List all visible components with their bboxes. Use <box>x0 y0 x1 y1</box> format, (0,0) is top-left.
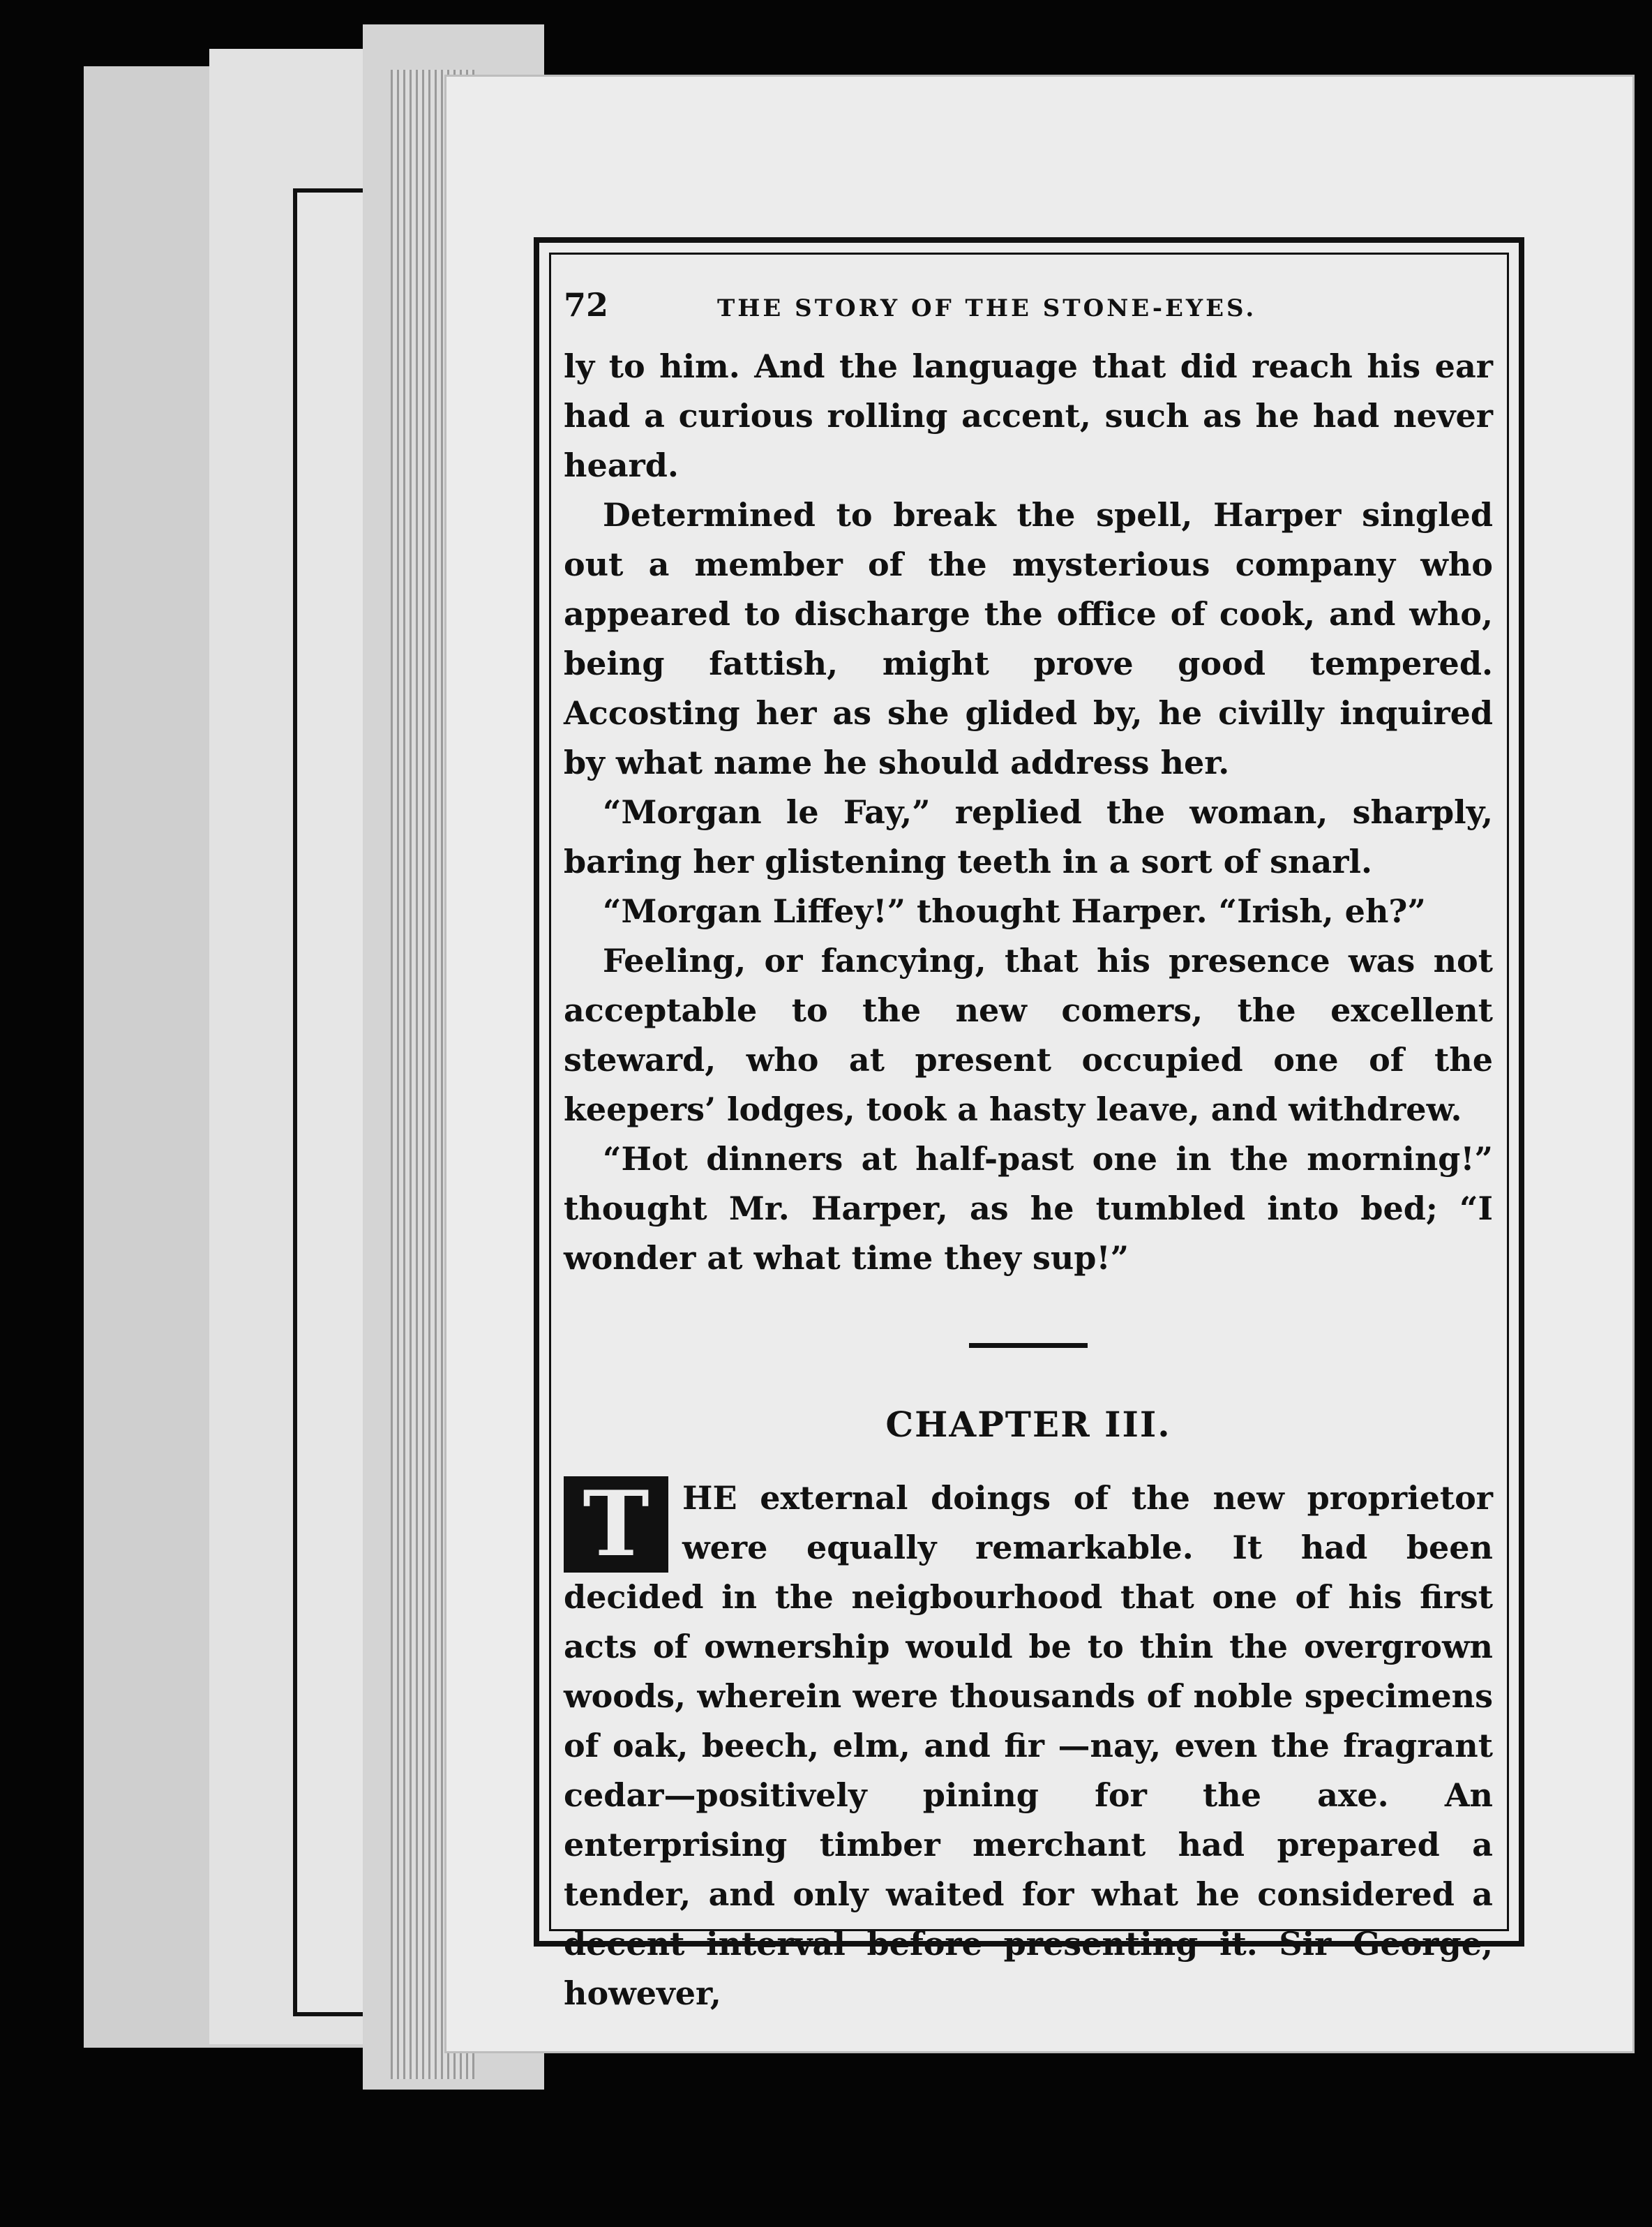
paragraph: Determined to break the spell, Harper singled out a member of the mysterious company who appeared to discharge the office of cook, and who, being fattish, might prove good tempered. Accosting her as she glided by, he civilly inquired by what name he should address her. <box>564 496 1493 781</box>
chapter-text <box>564 1474 1493 2018</box>
page-number: 72 <box>564 286 609 324</box>
chapter-title: CHAPTER III. <box>885 1404 1171 1445</box>
paragraph: “Morgan le Fay,” replied the woman, sharply, baring her glistening teeth in a sort of snarl. <box>564 793 1493 880</box>
dropcap-initial: T <box>564 1476 668 1573</box>
page-content <box>564 286 1493 2018</box>
body-text <box>564 342 1493 1283</box>
paragraph: HE external doings of the new proprietor were equally remarkable. It had been decided in the neigbourhood that one of his first acts of ownership would be to thin the overgrown woods, wherein were thousands of noble specimens of oak, beech, elm, and fir —nay, even the fragrant cedar—positively pining for the axe. An enterprising timber merchant had prepared a tender, and only waited for what he considered a decent interval before presenting it. Sir George, however, <box>564 1479 1493 2012</box>
page-header <box>564 286 1493 342</box>
paragraph: “Hot dinners at half-past one in the morning!” thought Mr. Harper, as he tumbled into bed; “I wonder at what time they sup!” <box>564 1140 1493 1277</box>
paragraph: ly to him. And the language that did reach his ear had a curious rolling accent, such as he had never heard. <box>564 347 1493 484</box>
paragraph: Feeling, or fancying, that his presence was not acceptable to the new comers, the excellent steward, who at present occupied one of the keepers’ lodges, took a hasty leave, and withdrew. <box>564 942 1493 1128</box>
paragraph: “Morgan Liffey!” thought Harper. “Irish, eh?” <box>603 892 1426 930</box>
running-head: THE STORY OF THE STONE-EYES. <box>717 294 1257 322</box>
section-divider <box>969 1343 1088 1348</box>
